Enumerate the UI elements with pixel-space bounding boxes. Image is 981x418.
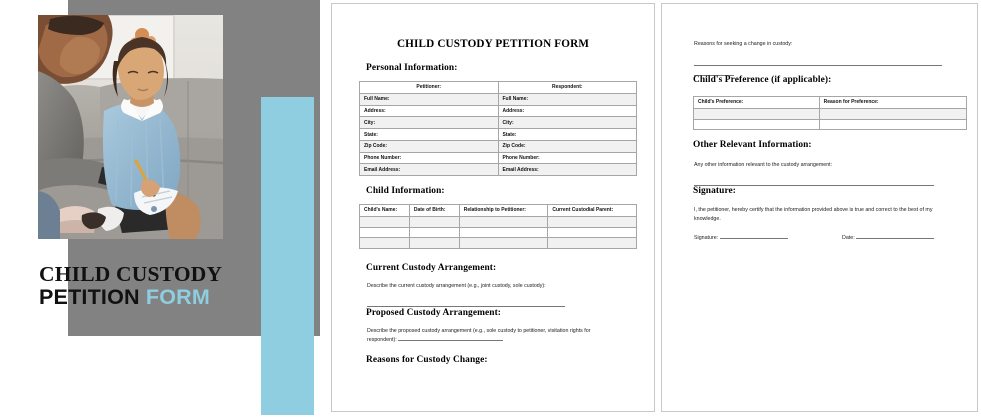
- cell-respondent-city[interactable]: City:: [498, 117, 637, 129]
- cell-child-3-custodial-parent[interactable]: [548, 238, 637, 249]
- table-row: [360, 129, 637, 141]
- signature-label: Signature:: [694, 235, 720, 241]
- cell-child-name-header: Child's Name:: [360, 205, 410, 217]
- heading-proposed-custody-arrangement: Proposed Custody Arrangement:: [366, 308, 502, 318]
- cell-child-1-name[interactable]: [360, 216, 410, 227]
- heading-signature: Signature:: [693, 186, 737, 196]
- reasons-prompt: Reasons for seeking a change in custody:: [694, 41, 793, 47]
- table-row: [360, 140, 637, 152]
- signature-field[interactable]: [694, 234, 788, 243]
- heading-personal-information: Personal Information:: [366, 63, 458, 73]
- child-information-table: [359, 204, 637, 249]
- personal-information-table-wrap: [359, 81, 637, 176]
- heading-current-custody-arrangement: Current Custody Arrangement:: [366, 263, 497, 273]
- childs-preference-table: [693, 96, 967, 130]
- cell-relationship-header: Relationship to Petitioner:: [459, 205, 548, 217]
- personal-information-table: [359, 81, 637, 176]
- table-row: [360, 93, 637, 105]
- table-row: [360, 227, 637, 238]
- cell-child-3-name[interactable]: [360, 238, 410, 249]
- proposed-custody-prompt-text: Describe the proposed custody arrangement (e.g., sole custody to petitioner, visitation rights for respondent):: [367, 328, 591, 343]
- cell-petitioner-email-address[interactable]: Email Address:: [360, 164, 499, 176]
- heading-child-information: Child Information:: [366, 186, 445, 196]
- blank-rule[interactable]: [398, 336, 503, 341]
- certification-text: I, the petitioner, hereby certify that the information provided above is true and correct to the best of my knowledge.: [694, 207, 933, 222]
- other-info-prompt: Any other information relevant to the custody arrangement:: [694, 162, 833, 168]
- document-title: CHILD CUSTODY PETITION FORM: [396, 38, 590, 50]
- form-page-2: [661, 3, 978, 412]
- cell-child-3-dob[interactable]: [409, 238, 459, 249]
- cell-preference-2[interactable]: [694, 119, 820, 130]
- cell-preference-1[interactable]: [694, 108, 820, 119]
- heading-reasons-for-custody-change: Reasons for Custody Change:: [366, 355, 488, 365]
- table-row: [694, 119, 967, 130]
- cover-page: [0, 0, 322, 418]
- table-row: [694, 97, 967, 109]
- cell-child-3-relationship[interactable]: [459, 238, 548, 249]
- date-field[interactable]: [842, 234, 934, 243]
- cell-petitioner-zip-code[interactable]: Zip Code:: [360, 140, 499, 152]
- cell-petitioner-state[interactable]: State:: [360, 129, 499, 141]
- cover-blue-accent-bar: [261, 97, 314, 415]
- cell-petitioner-header: Petitioner:: [360, 82, 499, 94]
- cell-custodial-parent-header: Current Custodial Parent:: [548, 205, 637, 217]
- proposed-custody-prompt: [367, 327, 617, 344]
- cover-title: [39, 263, 289, 309]
- cell-child-2-relationship[interactable]: [459, 227, 548, 238]
- childs-preference-table-wrap: [693, 96, 967, 130]
- table-row: [360, 152, 637, 164]
- cell-petitioner-city[interactable]: City:: [360, 117, 499, 129]
- table-row: [360, 205, 637, 217]
- cell-respondent-full-name[interactable]: Full Name:: [498, 93, 637, 105]
- cover-title-line-1: CHILD CUSTODY: [39, 262, 223, 286]
- cell-petitioner-phone-number[interactable]: Phone Number:: [360, 152, 499, 164]
- cover-photo: [38, 15, 223, 239]
- form-page-1: [331, 3, 655, 412]
- cell-petitioner-address[interactable]: Address:: [360, 105, 499, 117]
- cell-respondent-phone-number[interactable]: Phone Number:: [498, 152, 637, 164]
- table-row: [360, 164, 637, 176]
- table-row: [360, 238, 637, 249]
- cell-respondent-header: Respondent:: [498, 82, 637, 94]
- signature-blank-rule: [720, 234, 788, 239]
- heading-childs-preference: Child's Preference (if applicable):: [693, 75, 832, 85]
- cell-child-2-name[interactable]: [360, 227, 410, 238]
- cover-title-line-2: [39, 286, 289, 308]
- date-label: Date:: [842, 235, 857, 241]
- table-row: [360, 117, 637, 129]
- cover-title-petition: PETITION: [39, 285, 146, 310]
- table-row: [360, 216, 637, 227]
- cell-child-1-dob[interactable]: [409, 216, 459, 227]
- cell-child-1-relationship[interactable]: [459, 216, 548, 227]
- cell-respondent-zip-code[interactable]: Zip Code:: [498, 140, 637, 152]
- date-blank-rule: [856, 234, 934, 239]
- cell-respondent-email-address[interactable]: Email Address:: [498, 164, 637, 176]
- cell-reason-2[interactable]: [819, 119, 966, 130]
- cell-reason-for-preference-header: Reason for Preference:: [819, 97, 966, 109]
- cell-child-1-custodial-parent[interactable]: [548, 216, 637, 227]
- cell-child-2-dob[interactable]: [409, 227, 459, 238]
- table-row: [360, 105, 637, 117]
- cell-petitioner-full-name[interactable]: Full Name:: [360, 93, 499, 105]
- cell-child-2-custodial-parent[interactable]: [548, 227, 637, 238]
- cell-reason-1[interactable]: [819, 108, 966, 119]
- table-row: [694, 108, 967, 119]
- heading-other-relevant-information: Other Relevant Information:: [693, 140, 812, 150]
- cell-respondent-address[interactable]: Address:: [498, 105, 637, 117]
- blank-rule: [367, 302, 565, 307]
- current-custody-prompt: Describe the current custody arrangement (e.g., joint custody, sole custody):: [367, 283, 546, 289]
- table-row: [360, 82, 637, 94]
- cover-title-form-accent: FORM: [145, 285, 211, 310]
- cell-childs-preference-header: Child's Preference:: [694, 97, 820, 109]
- child-information-table-wrap: [359, 204, 637, 249]
- cell-respondent-state[interactable]: State:: [498, 129, 637, 141]
- cell-date-of-birth-header: Date of Birth:: [409, 205, 459, 217]
